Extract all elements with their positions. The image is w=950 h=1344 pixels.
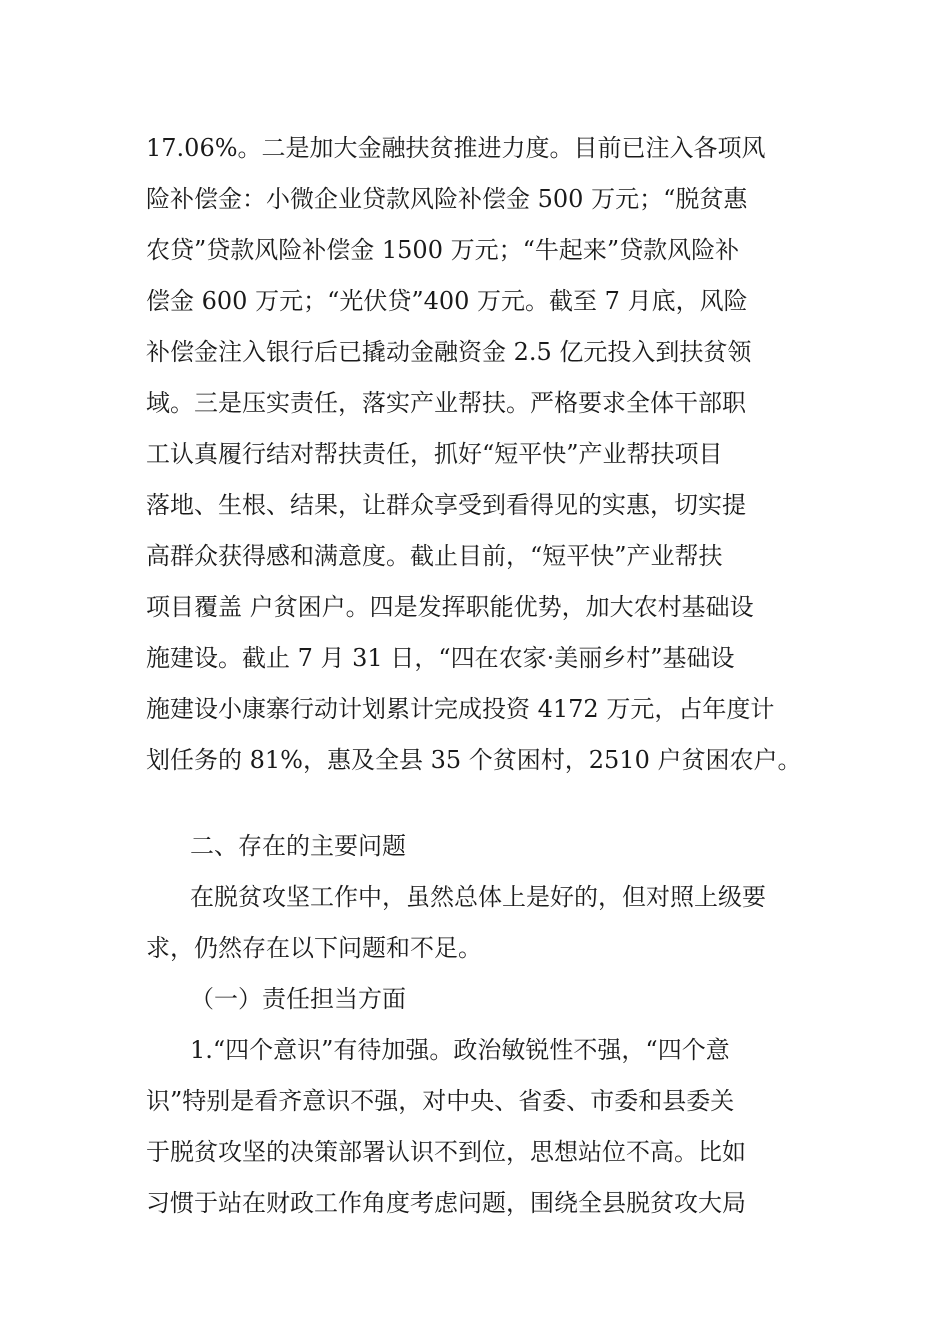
point-paragraph-line: 习惯于站在财政工作角度考虑问题，围绕全县脱贫攻大局: [146, 1189, 746, 1217]
body-text-line: 域。三是压实责任，落实产业帮扶。严格要求全体干部职: [146, 389, 746, 417]
body-text-line: 补偿金注入银行后已撬动金融资金 2.5 亿元投入到扶贫领: [146, 338, 752, 366]
section-heading: 二、存在的主要问题: [190, 832, 406, 860]
point-paragraph-line: 于脱贫攻坚的决策部署认识不到位，思想站位不高。比如: [146, 1138, 746, 1166]
body-text-line: 农贷”贷款风险补偿金 1500 万元；“牛起来”贷款风险补: [146, 236, 740, 264]
body-text-line: 施建设小康寨行动计划累计完成投资 4172 万元，占年度计: [146, 695, 775, 723]
body-text-line: 险补偿金：小微企业贷款风险补偿金 500 万元；“脱贫惠: [146, 185, 748, 213]
body-text-line: 落地、生根、结果，让群众享受到看得见的实惠，切实提: [146, 491, 746, 519]
point-paragraph-line: 1.“四个意识”有待加强。政治敏锐性不强，“四个意: [190, 1036, 730, 1064]
intro-paragraph-line: 求，仍然存在以下问题和不足。: [146, 934, 482, 962]
body-text-line: 施建设。截止 7 月 31 日，“四在农家·美丽乡村”基础设: [146, 644, 735, 672]
point-paragraph-line: 识”特别是看齐意识不强，对中央、省委、市委和县委关: [146, 1087, 735, 1115]
subsection-heading: （一）责任担当方面: [190, 985, 406, 1013]
body-text-line: 项目覆盖 户贫困户。四是发挥职能优势，加大农村基础设: [146, 593, 754, 621]
body-text-line: 工认真履行结对帮扶责任，抓好“短平快”产业帮扶项目: [146, 440, 723, 468]
body-text-line: 偿金 600 万元；“光伏贷”400 万元。截至 7 月底，风险: [146, 287, 748, 315]
intro-paragraph-line: 在脱贫攻坚工作中，虽然总体上是好的，但对照上级要: [190, 883, 766, 911]
body-text-line: 划任务的 81%，惠及全县 35 个贫困村，2510 户贫困农户。: [146, 746, 802, 774]
body-text-line: 17.06%。二是加大金融扶贫推进力度。目前已注入各项风: [146, 134, 766, 162]
body-text-line: 高群众获得感和满意度。截止目前，“短平快”产业帮扶: [146, 542, 723, 570]
